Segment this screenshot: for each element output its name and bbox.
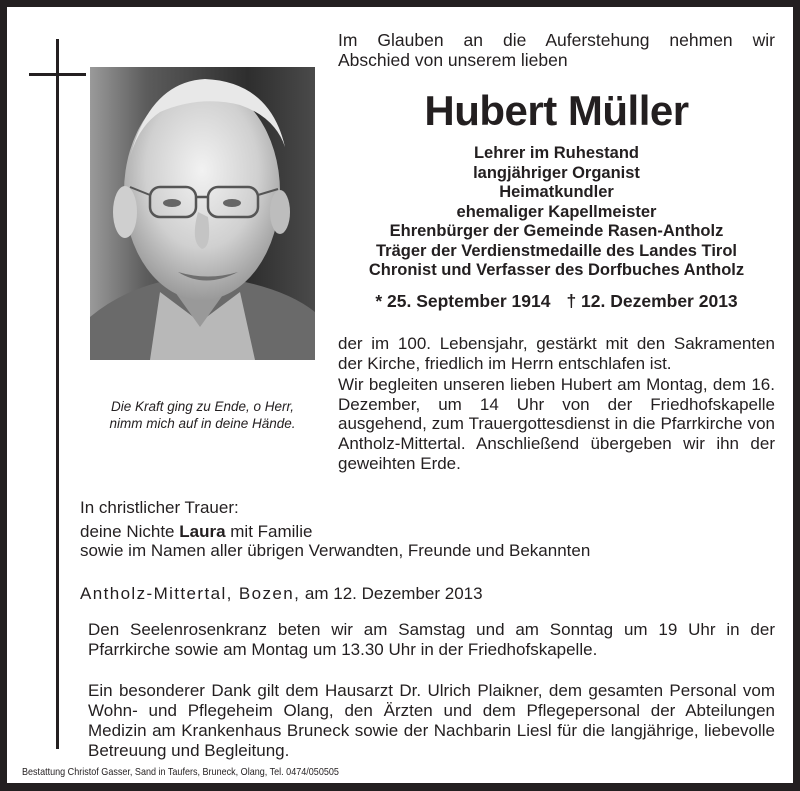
mourning-heading: In christlicher Trauer:: [80, 498, 239, 517]
death-date: † 12. Dezember 2013: [566, 291, 738, 311]
title-item: Lehrer im Ruhestand: [473, 144, 640, 162]
life-dates: [338, 290, 775, 312]
intro-text: [338, 30, 775, 70]
body-paragraph-2: Wir begleiten unseren lieben Hubert am Montag, dem 16. Dezember, um 14 Uhr von der Friedhofskapelle ausgehend, zum Trauergottesdienst in die Pfarrkirche von Antholz-Mittertal. Anschließend übergeben wir ihn der geweihten Erde.: [338, 375, 775, 473]
title-item: Ehrenbürger der Gemeinde Rasen-Antholz: [389, 222, 724, 240]
portrait-photo: [90, 67, 315, 360]
mourners-prefix: deine Nichte: [80, 521, 180, 541]
title-item: Heimatkundler: [499, 183, 614, 201]
intro-line-1: Im Glauben an die Auferstehung nehmen wir: [338, 30, 775, 50]
title-item: Träger der Verdienstmedaille des Landes Tirol: [375, 241, 737, 260]
funeral-home-footer: Bestattung Christof Gasser, Sand in Taufers, Bruneck, Olang, Tel. 0474/050505: [22, 766, 339, 778]
mourners-line-1: [80, 522, 780, 542]
title-item: langjähriger Organist: [473, 163, 640, 182]
caption-line-2: nimm mich auf in deine Hände.: [109, 416, 296, 431]
thanks-paragraph: Ein besonderer Dank gilt dem Hausarzt Dr. Ulrich Plaikner, dem gesamten Personal vom Wohn- und Pflegeheim Olang, den Ärzten und dem Pflegepersonal der Abteilungen Medizin am Krankenhaus Bruneck sowie der Nachbarin Liesl für die langjährige, liebevolle Betreuung und Begleitung.: [88, 681, 775, 760]
body-paragraph-1: der im 100. Lebensjahr, gestärkt mit den Sakramenten der Kirche, friedlich im Herrn entschlafen ist.: [338, 334, 775, 373]
place-and-date: [80, 584, 483, 604]
titles-list: [338, 144, 775, 281]
mourners-section: [80, 498, 780, 561]
cross-icon-vertical: [56, 39, 59, 749]
birth-date: * 25. September 1914: [375, 291, 551, 311]
caption-line-1: Die Kraft ging zu Ende, o Herr,: [110, 399, 295, 414]
mourners-suffix: mit Familie: [225, 521, 313, 541]
deceased-name: Hubert Müller: [424, 87, 689, 134]
title-item: ehemaliger Kapellmeister: [456, 202, 657, 221]
notice-date: am 12. Dezember 2013: [300, 584, 483, 603]
body-text: [338, 334, 775, 473]
portrait-image: [90, 67, 315, 360]
mourners-line-2: sowie im Namen aller übrigen Verwandten, Freunde und Bekannten: [80, 541, 591, 561]
photo-caption: [80, 398, 325, 432]
mourner-name: Laura: [179, 521, 226, 541]
title-item: Chronist und Verfasser des Dorfbuches Antholz: [368, 261, 745, 279]
intro-line-2: Abschied von unserem lieben: [338, 50, 568, 70]
cross-icon-horizontal: [29, 73, 86, 76]
rosary-announcement: Den Seelenrosenkranz beten wir am Samstag und am Sonntag um 19 Uhr in der Pfarrkirche sowie am Montag um 13.30 Uhr in der Friedhofskapelle.: [88, 620, 775, 659]
place-name: Antholz-Mittertal, Bozen,: [80, 584, 301, 603]
